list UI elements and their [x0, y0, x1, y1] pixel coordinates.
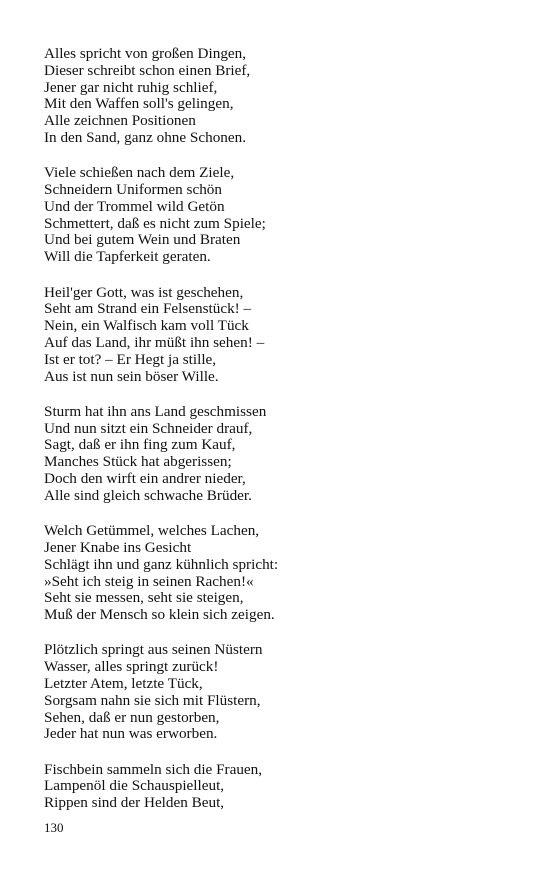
poem-line: In den Sand, ganz ohne Schonen. [44, 128, 247, 146]
poem-line: Nein, ein Walfisch kam voll Tück [44, 317, 249, 335]
stanza [44, 46, 524, 147]
poem-line: Aus ist nun sein böser Wille. [44, 367, 219, 385]
poem-line: Sorgsam nahn sie sich mit Flüstern, [44, 691, 261, 709]
poem-line: Schmettert, daß es nicht zum Spiele; [44, 214, 266, 232]
poem-line: Auf das Land, ihr müßt ihn sehen! – [44, 333, 265, 351]
poem-line: Seht am Strand ein Felsenstück! – [44, 300, 252, 318]
poem-line: Und bei gutem Wein und Braten [44, 231, 241, 249]
poem-line: Ist er tot? – Er Hegt ja stille, [44, 350, 217, 368]
stanza [44, 523, 524, 624]
poem-line: Wasser, alles springt zurück! [44, 658, 219, 676]
poem-line: »Seht ich steig in seinen Rachen!« [44, 572, 254, 590]
poem-line: Will die Tapferkeit geraten. [44, 248, 211, 266]
poem-line: Jener Knabe ins Gesicht [44, 538, 192, 556]
poem-line: Manches Stück hat abgerissen; [44, 453, 232, 471]
poem-line: Doch den wirft ein andrer nieder, [44, 470, 246, 488]
stanza [44, 762, 524, 812]
poem-line: Sagt, daß er ihn fing zum Kauf, [44, 436, 236, 454]
poem-line: Fischbein sammeln sich die Frauen, [44, 760, 263, 778]
poem-line: Heil'ger Gott, was ist geschehen, [44, 283, 244, 301]
stanza [44, 165, 524, 266]
poem-line: Muß der Mensch so klein sich zeigen. [44, 606, 275, 624]
poem-line: Mit den Waffen soll's gelingen, [44, 95, 234, 113]
poem-line: Welch Getümmel, welches Lachen, [44, 522, 260, 540]
poem-line: Letzter Atem, letzte Tück, [44, 675, 203, 692]
poem-line: Alle sind gleich schwache Brüder. [44, 486, 252, 504]
poem-line: Rippen sind der Helden Beut, [44, 794, 225, 812]
poem-line: Plötzlich springt aus seinen Nüstern [44, 641, 263, 659]
poem-line: Jeder hat nun was erworben. [44, 725, 218, 743]
stanza [44, 642, 524, 743]
stanza [44, 404, 524, 505]
stanza [44, 285, 524, 386]
poem-line: Dieser schreibt schon einen Brief, [44, 61, 251, 79]
poem-line: Viele schießen nach dem Ziele, [44, 164, 235, 182]
page-number: 130 [44, 820, 64, 835]
poem-line: Schneidern Uniformen schön [44, 181, 222, 199]
poem-line: Und nun sitzt ein Schneider drauf, [44, 419, 253, 437]
poem-line: Alle zeichnen Positionen [44, 112, 196, 130]
poem-line: Sturm hat ihn ans Land geschmissen [44, 402, 267, 420]
poem-line: Schlägt ihn und ganz kühnlich spricht: [44, 555, 279, 573]
poem-line: Und der Trommel wild Getön [44, 197, 225, 215]
poem-line: Sehen, daß er nun gestorben, [44, 708, 220, 726]
poem-line: Lampenöl die Schauspielleut, [44, 777, 225, 795]
poem-line: Jener gar nicht ruhig schlief, [44, 78, 218, 96]
poem-body [44, 46, 524, 831]
poem-line: Alles spricht von großen Dingen, [44, 45, 247, 62]
poem-line: Seht sie messen, seht sie steigen, [44, 589, 244, 607]
